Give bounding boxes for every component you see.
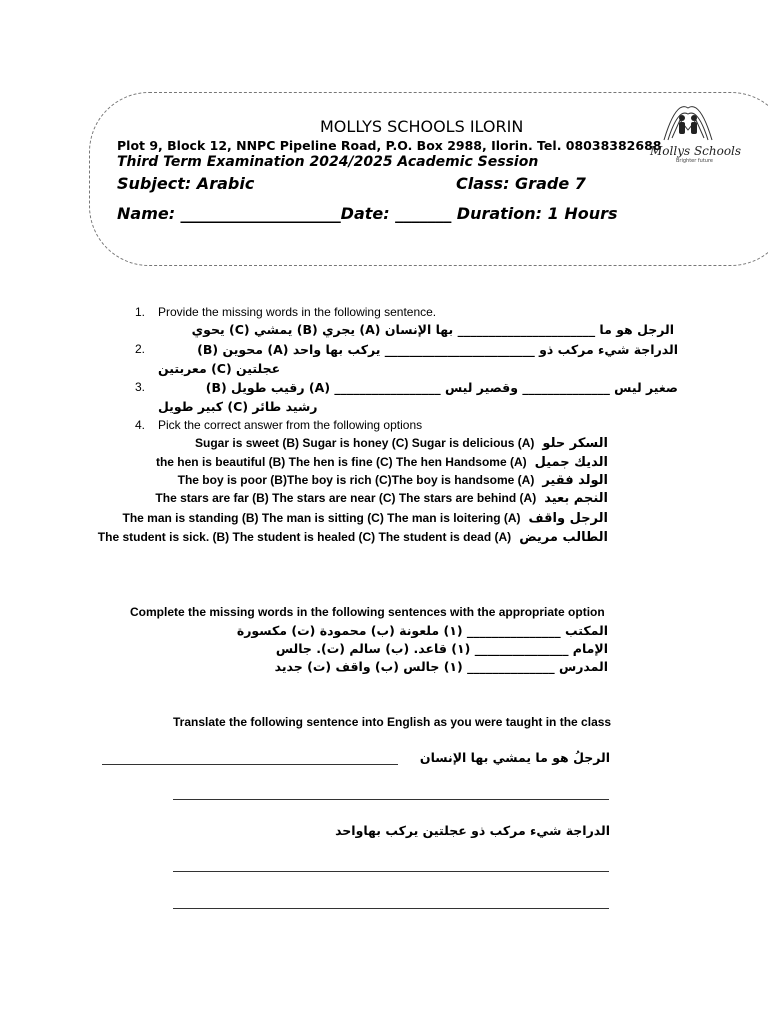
q4-item-options: the hen is beautiful (B) The hen is fine (C) The hen Handsome (A) xyxy=(155,455,527,469)
section2-item: المدرس ______________ (١) جالس (ب) واقف (ت) جديد xyxy=(274,659,608,674)
section2-item: المكتب _______________ (١) ملعونة (ب) محمودة (ت) مكسورة xyxy=(236,623,608,638)
q4-item-options: The man is standing (B) The man is sitting (C) The man is loitering (A) xyxy=(122,511,521,525)
q3-line1: صغير ليس ______________ وقصير ليس _________________ (A) رقيب طويل (B) xyxy=(205,380,678,395)
q4-item xyxy=(123,511,609,526)
q4-item xyxy=(195,436,608,451)
q4-number: 4. xyxy=(135,418,146,432)
q4-item xyxy=(178,473,608,488)
q4-item xyxy=(156,455,608,470)
school-logo xyxy=(646,100,742,166)
q4-item-arabic: السكر حلو xyxy=(542,436,608,451)
q4-item-options: Sugar is sweet (B) Sugar is honey (C) Sugar is delicious (A) xyxy=(195,436,535,450)
class-label: Class: Grade 7 xyxy=(456,174,586,193)
q4-item-arabic: الولد فقير xyxy=(542,473,608,488)
q4-item-arabic: الطالب مريض xyxy=(519,530,608,545)
exam-term: Third Term Examination 2024/2025 Academic Session xyxy=(117,154,539,170)
section2-item: الإمام _______________ (١) قاعد. (ب) سالم (ت). جالس xyxy=(275,641,608,656)
q4-item xyxy=(98,530,608,545)
answer-line[interactable] xyxy=(173,799,609,800)
logo-tagline: Brighter future xyxy=(676,158,713,164)
q1-line: الرجل هو ما ______________________ بها الإنسان (A) يجري (B) يمشي (C) يحوي xyxy=(191,322,674,337)
q4-instruction: Pick the correct answer from the following options xyxy=(158,418,423,432)
q3-line2: رشيد طائر (C) كبير طويل xyxy=(158,399,318,414)
answer-line[interactable] xyxy=(173,871,609,872)
name-date-duration: Name: ____________________Date: _______ Duration: 1 Hours xyxy=(117,204,618,223)
q3-number: 3. xyxy=(135,380,146,394)
answer-line[interactable] xyxy=(102,764,398,765)
subject-label: Subject: Arabic xyxy=(117,174,255,193)
q4-item-options: The boy is poor (B)The boy is rich (C)The boy is handsome (A) xyxy=(177,473,535,487)
q2-number: 2. xyxy=(135,342,146,356)
q2-line1: الدراجة شيء مركب ذو ________________________ يركب بها واحد (A) محوين (B) xyxy=(197,342,678,357)
q4-item-arabic: الرجل واقف xyxy=(528,511,608,526)
q1-number: 1. xyxy=(135,305,146,319)
school-name: MOLLYS SCHOOLS ILORIN xyxy=(320,117,524,136)
section3-instruction: Translate the following sentence into English as you were taught in the class xyxy=(173,715,612,729)
section2-instruction: Complete the missing words in the following sentences with the appropriate option xyxy=(130,605,605,619)
q4-item xyxy=(155,491,608,506)
q4-item-arabic: الديك جميل xyxy=(534,455,608,470)
q4-item-options: The student is sick. (B) The student is healed (C) The student is dead (A) xyxy=(97,530,512,544)
translate-sentence-2: الدراجة شيء مركب ذو عجلتين يركب بهاواحد xyxy=(335,823,610,838)
school-address: Plot 9, Block 12, NNPC Pipeline Road, P.O. Box 2988, Ilorin. Tel. 08038382688 xyxy=(117,138,662,153)
answer-line[interactable] xyxy=(173,908,609,909)
q1-instruction: Provide the missing words in the following sentence. xyxy=(158,305,437,319)
translate-sentence-1: الرجلُ هو ما يمشي بها الإنسان xyxy=(419,750,610,765)
q2-line2: عجلتين (C) معربتين xyxy=(158,361,281,376)
q4-item-arabic: النجم بعيد xyxy=(544,491,608,506)
q4-item-options: The stars are far (B) The stars are near (C) The stars are behind (A) xyxy=(155,491,537,505)
logo-text: Mollys Schools xyxy=(650,144,742,158)
